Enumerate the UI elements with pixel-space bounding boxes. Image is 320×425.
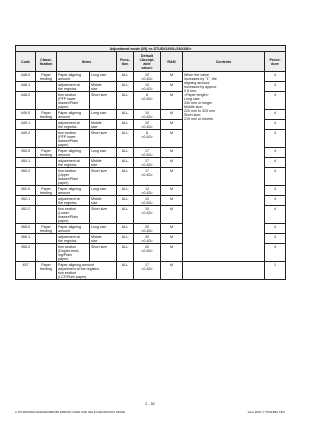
table-row (16, 72, 286, 82)
cell-size: Long size (90, 224, 117, 234)
cell-ram: M (161, 158, 183, 168)
cell-classification (36, 120, 57, 130)
cell-classification (36, 196, 57, 206)
cell-size: Short size (90, 244, 117, 262)
cell-procedure: 4 (265, 158, 286, 168)
cell-classification: Paper feeding (36, 72, 57, 82)
cell-ram: M (161, 120, 183, 130)
cell-procedure: 1 (265, 262, 286, 280)
cell-code: 452-2 (16, 206, 36, 224)
cell-item: tion section (Upper drawer/Plain paper) (57, 168, 90, 186)
cell-procedure: 4 (265, 234, 286, 244)
cell-ram: M (161, 110, 183, 120)
cell-function: ALL (117, 244, 134, 262)
cell-function: ALL (117, 110, 134, 120)
cell-ram: M (161, 234, 183, 244)
cell-procedure: 4 (265, 206, 286, 224)
cell-classification (36, 244, 57, 262)
cell-procedure: 4 (265, 110, 286, 120)
cell-procedure: 4 (265, 186, 286, 196)
cell-size: Long size (90, 72, 117, 82)
cell-code: 448-1 (16, 82, 36, 92)
cell-ram: M (161, 92, 183, 110)
footer-document-title: e-STUDIO200L/230/232/280/282 ERROR CODE AND SELF-DIAGNOSTIC MODE (15, 410, 126, 414)
cell-contents (183, 262, 265, 280)
adjustment-table (15, 45, 286, 280)
cell-default: 8 <0-63> (134, 130, 161, 148)
table-body (16, 72, 286, 280)
header-default: Default <Accept- able value> (134, 52, 161, 72)
cell-ram: M (161, 130, 183, 148)
cell-default: 10 <0-63> (134, 82, 161, 92)
cell-procedure: 4 (265, 72, 286, 82)
cell-ram: M (161, 206, 183, 224)
cell-ram: M (161, 224, 183, 234)
cell-size: Long size (90, 186, 117, 196)
cell-default: 10 <0-63> (134, 110, 161, 120)
cell-ram: M (161, 186, 183, 196)
table-title: Adjustment mode (05) <e-STUDIO200L/230/280> (16, 46, 286, 52)
cell-code: 449-0 (16, 110, 36, 120)
cell-code: 457 (16, 262, 36, 280)
cell-ram: M (161, 148, 183, 158)
cell-size: Middle size (90, 82, 117, 92)
page-number: 2 - 50 (145, 402, 155, 406)
cell-size: Middle size (90, 120, 117, 130)
cell-classification: Paper feeding (36, 186, 57, 196)
cell-item: tion section (PFP lower drawer/Plain paper) (57, 130, 90, 148)
cell-function: ALL (117, 148, 134, 158)
cell-default: 17 <0-63> (134, 148, 161, 158)
cell-size: Short size (90, 206, 117, 224)
cell-ram: M (161, 82, 183, 92)
cell-item: tion section (Lower drawer/Plain paper) (57, 206, 90, 224)
cell-default: 20 <0-63> (134, 244, 161, 262)
cell-code: 455-0 (16, 224, 36, 234)
cell-code: 449-1 (16, 120, 36, 130)
cell-function: ALL (117, 262, 134, 280)
cell-size: Short size (90, 168, 117, 186)
cell-code: 455-1 (16, 234, 36, 244)
cell-size: Short size (90, 92, 117, 110)
cell-classification (36, 130, 57, 148)
cell-function: ALL (117, 82, 134, 92)
table-row (16, 262, 286, 280)
cell-size: Long size (90, 148, 117, 158)
header-function: Func- tion (117, 52, 134, 72)
cell-default: 10 <0-63> (134, 72, 161, 82)
cell-code: 455-2 (16, 244, 36, 262)
cell-item: adjustment at the registra- (57, 120, 90, 130)
cell-classification: Paper feeding (36, 262, 57, 280)
cell-item: Paper aligning amount (57, 224, 90, 234)
cell-function: ALL (117, 168, 134, 186)
cell-classification (36, 168, 57, 186)
cell-code: 452-0 (16, 186, 36, 196)
header-procedure: Proce- dure (265, 52, 286, 72)
cell-default: 10 <0-63> (134, 206, 161, 224)
cell-procedure: 4 (265, 168, 286, 186)
cell-procedure: 4 (265, 196, 286, 206)
cell-size: Middle size (90, 196, 117, 206)
cell-item: Paper aligning amount (57, 186, 90, 196)
cell-ram: M (161, 244, 183, 262)
cell-size: Middle size (90, 158, 117, 168)
cell-ram: M (161, 72, 183, 82)
cell-default: 12 <0-63> (134, 186, 161, 196)
cell-function: ALL (117, 92, 134, 110)
cell-item: tion section (PFP lower drawer/Plain paper) (57, 92, 90, 110)
cell-item: Paper aligning amount (57, 110, 90, 120)
cell-size: Long size (90, 110, 117, 120)
cell-classification (36, 158, 57, 168)
cell-procedure: 4 (265, 244, 286, 262)
cell-default: 8 <0-63> (134, 92, 161, 110)
cell-classification: Paper feeding (36, 110, 57, 120)
cell-default: 17 <0-63> (134, 168, 161, 186)
cell-item: tion section (Duplex feed- ing/Plain paper) (57, 244, 90, 262)
cell-classification: Paper feeding (36, 224, 57, 234)
cell-default: 20 <0-63> (134, 224, 161, 234)
cell-classification (36, 92, 57, 110)
cell-procedure: 4 (265, 148, 286, 158)
cell-item: adjustment at the registra- (57, 234, 90, 244)
cell-classification (36, 82, 57, 92)
cell-classification: Paper feeding (36, 148, 57, 158)
cell-size: Short size (90, 130, 117, 148)
cell-classification (36, 206, 57, 224)
cell-default: 20 <0-63> (134, 234, 161, 244)
cell-item: Paper aligning amount adjustment at the registra- tion section (LCF/Plain paper) (57, 262, 117, 280)
cell-ram: M (161, 196, 183, 206)
cell-item: adjustment at the registra- (57, 158, 90, 168)
header-code: Code (16, 52, 36, 72)
cell-code: 452-1 (16, 196, 36, 206)
cell-function: ALL (117, 196, 134, 206)
cell-function: ALL (117, 130, 134, 148)
cell-function: ALL (117, 120, 134, 130)
header-contents: Contents (183, 52, 265, 72)
cell-default: 12 <0-63> (134, 196, 161, 206)
cell-default: 17 <0-63> (134, 262, 161, 280)
cell-code: 450-0 (16, 148, 36, 158)
cell-ram: M (161, 262, 183, 280)
cell-procedure: 4 (265, 82, 286, 92)
cell-default: 17 <0-63> (134, 158, 161, 168)
cell-function: ALL (117, 224, 134, 234)
header-ram: RAM (161, 52, 183, 72)
cell-item: adjustment at the registra- (57, 82, 90, 92)
cell-function: ALL (117, 234, 134, 244)
cell-item: Paper aligning amount (57, 72, 90, 82)
cell-function: ALL (117, 158, 134, 168)
footer-copyright: June 2004 © TOSHIBA TEC (247, 410, 285, 414)
header-items: Items (57, 52, 117, 72)
cell-procedure: 4 (265, 92, 286, 110)
cell-item: adjustment at the registra- (57, 196, 90, 206)
cell-item: Paper aligning amount (57, 148, 90, 158)
cell-ram: M (161, 168, 183, 186)
cell-default: 10 <0-63> (134, 120, 161, 130)
cell-classification (36, 234, 57, 244)
cell-procedure: 4 (265, 130, 286, 148)
cell-code: 450-2 (16, 168, 36, 186)
cell-procedure: 4 (265, 224, 286, 234)
cell-contents: When the value increases by "1", the aligning amount increases by approx. 0.8 mm. <Paper length> Long size: 330 mm or longer Middle size: 220 mm to 329 mm Short size: 219 mm or shorter (183, 72, 265, 262)
cell-code: 449-2 (16, 130, 36, 148)
header-classification: Classi- fication (36, 52, 57, 72)
cell-code: 450-1 (16, 158, 36, 168)
cell-function: ALL (117, 186, 134, 196)
cell-procedure: 4 (265, 120, 286, 130)
cell-function: ALL (117, 72, 134, 82)
cell-function: ALL (117, 206, 134, 224)
cell-code: 448-0 (16, 72, 36, 82)
cell-code: 448-2 (16, 92, 36, 110)
cell-size: Middle size (90, 234, 117, 244)
